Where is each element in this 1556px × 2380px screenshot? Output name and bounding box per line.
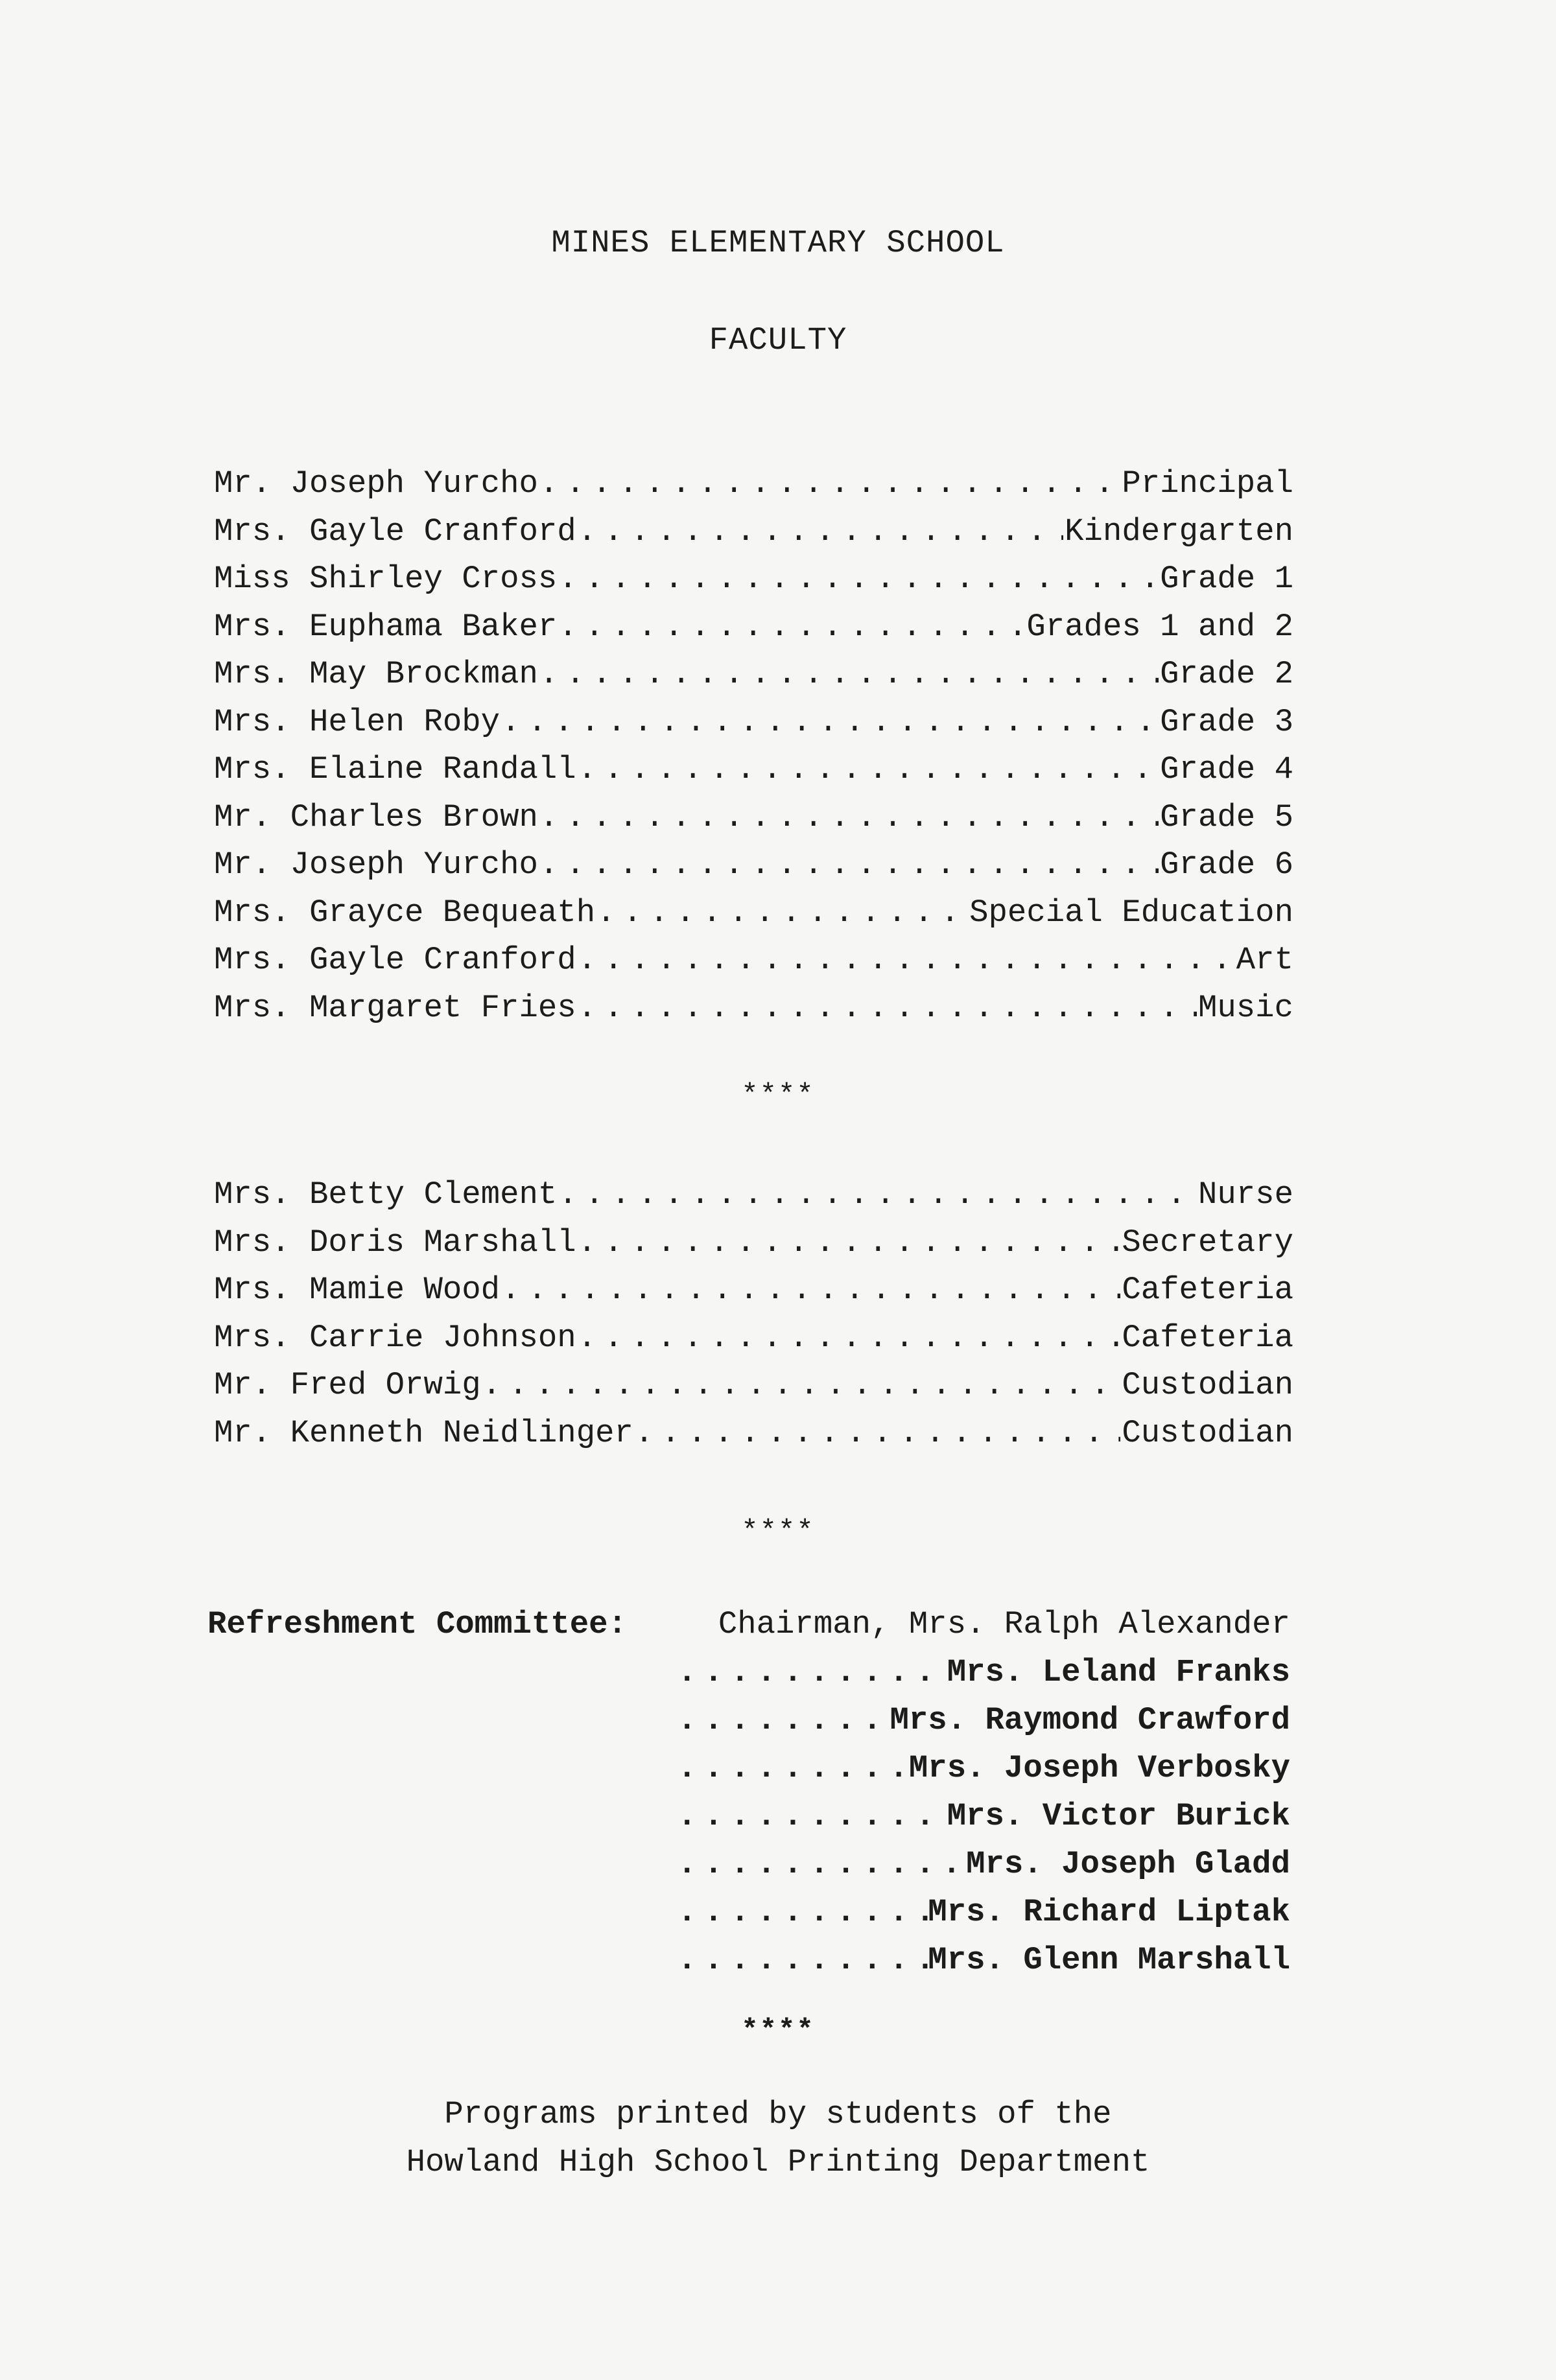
- printing-credits: [0, 2090, 1556, 2186]
- committee-label: Refreshment Committee:: [207, 1606, 627, 1642]
- faculty-name: Mr. Joseph Yurcho: [214, 846, 538, 883]
- staff-name: Mrs. Doris Marshall: [214, 1224, 576, 1261]
- member-name: Mrs. Richard Liptak: [928, 1894, 1290, 1930]
- staff-role: Secretary: [1122, 1224, 1293, 1261]
- refreshment-committee: [207, 1606, 1290, 1990]
- staff-role: Custodian: [1122, 1367, 1293, 1403]
- faculty-row: [214, 846, 1293, 894]
- staff-row: [214, 1272, 1293, 1320]
- member-name: Mrs. Raymond Crawford: [890, 1702, 1290, 1738]
- dot-leader: [596, 894, 968, 931]
- dot-leader: [482, 1367, 1121, 1403]
- dot-leader: [558, 609, 1025, 645]
- dot-leader: [678, 1798, 947, 1834]
- faculty-name: Mrs. Elaine Randall: [214, 751, 576, 788]
- faculty-row: [214, 656, 1293, 704]
- staff-name: Mrs. Mamie Wood: [214, 1272, 501, 1308]
- faculty-role: Special Education: [969, 894, 1293, 931]
- staff-name: Mrs. Carrie Johnson: [214, 1319, 576, 1356]
- dot-leader: [578, 942, 1235, 978]
- faculty-name: Mrs. Grayce Bequeath: [214, 894, 596, 931]
- dot-leader: [539, 465, 1120, 502]
- faculty-name: Mrs. May Brockman: [214, 656, 538, 692]
- faculty-row: [214, 751, 1293, 799]
- faculty-role: Grade 4: [1160, 751, 1293, 788]
- faculty-role: Grade 3: [1160, 703, 1293, 740]
- faculty-name: Mrs. Euphama Baker: [214, 608, 558, 645]
- faculty-row: [214, 799, 1293, 847]
- faculty-row: [214, 561, 1293, 609]
- staff-role: Cafeteria: [1122, 1319, 1293, 1356]
- dot-leader: [578, 1224, 1121, 1261]
- separator: ****: [741, 1079, 815, 1112]
- committee-member: [678, 1654, 1290, 1702]
- faculty-role: Grade 2: [1160, 656, 1293, 692]
- member-name: Mrs. Joseph Gladd: [966, 1846, 1290, 1882]
- dot-leader: [678, 1846, 966, 1882]
- staff-row: [214, 1367, 1293, 1415]
- dot-leader: [539, 846, 1159, 883]
- faculty-row: [214, 465, 1293, 513]
- credits-line: Programs printed by students of the: [444, 2096, 1112, 2132]
- dot-leader: [635, 1415, 1120, 1451]
- committee-member: [678, 1750, 1290, 1798]
- committee-member: [678, 1942, 1290, 1990]
- faculty-role: Grade 5: [1160, 799, 1293, 835]
- faculty-name: Mrs. Margaret Fries: [214, 989, 576, 1026]
- staff-list: [214, 1176, 1293, 1462]
- faculty-role: Grade 1: [1160, 561, 1293, 597]
- faculty-role: Kindergarten: [1065, 513, 1293, 550]
- dot-leader: [578, 751, 1159, 788]
- dot-leader: [678, 1702, 890, 1738]
- faculty-name: Mrs. Gayle Cranford: [214, 513, 576, 550]
- faculty-role: Principal: [1122, 465, 1293, 502]
- committee-member: [678, 1798, 1290, 1846]
- faculty-name: Mr. Joseph Yurcho: [214, 465, 538, 502]
- staff-name: Mr. Kenneth Neidlinger: [214, 1414, 633, 1451]
- faculty-row: [214, 990, 1293, 1038]
- committee-chair: Chairman, Mrs. Ralph Alexander: [718, 1606, 1290, 1642]
- faculty-name: Mrs. Gayle Cranford: [214, 942, 576, 978]
- faculty-row: [214, 513, 1293, 561]
- dot-leader: [678, 1654, 947, 1690]
- staff-row: [214, 1224, 1293, 1272]
- staff-row: [214, 1176, 1293, 1224]
- school-title: MINES ELEMENTARY SCHOOL: [551, 225, 1005, 261]
- staff-name: Mrs. Betty Clement: [214, 1176, 558, 1213]
- member-name: Mrs. Joseph Verbosky: [908, 1750, 1290, 1786]
- faculty-name: Mr. Charles Brown: [214, 799, 538, 835]
- faculty-role: Grade 6: [1160, 846, 1293, 883]
- dot-leader: [558, 561, 1159, 597]
- dot-leader: [539, 656, 1159, 692]
- dot-leader: [678, 1942, 928, 1978]
- member-name: Mrs. Victor Burick: [947, 1798, 1290, 1834]
- faculty-role: Music: [1197, 989, 1293, 1026]
- committee-member: [678, 1702, 1290, 1750]
- separator: ****: [741, 1515, 815, 1548]
- faculty-role: Art: [1236, 942, 1293, 978]
- member-name: Mrs. Leland Franks: [947, 1654, 1290, 1690]
- faculty-row: [214, 609, 1293, 657]
- staff-row: [214, 1320, 1293, 1368]
- faculty-list: [214, 465, 1293, 1037]
- faculty-role: Grades 1 and 2: [1026, 608, 1293, 645]
- member-name: Mrs. Glenn Marshall: [928, 1942, 1290, 1978]
- faculty-row: [214, 704, 1293, 752]
- faculty-row: [214, 894, 1293, 942]
- credits-line: Howland High School Printing Department: [406, 2144, 1150, 2180]
- staff-row: [214, 1415, 1293, 1463]
- dot-leader: [678, 1894, 928, 1930]
- staff-name: Mr. Fred Orwig: [214, 1367, 481, 1403]
- separator: ****: [741, 2014, 815, 2047]
- dot-leader: [578, 1320, 1121, 1356]
- dot-leader: [558, 1176, 1197, 1213]
- committee-member: [678, 1846, 1290, 1894]
- dot-leader: [678, 1750, 909, 1786]
- committee-header: [207, 1606, 1290, 1654]
- faculty-row: [214, 942, 1293, 990]
- faculty-name: Mrs. Helen Roby: [214, 703, 501, 740]
- dot-leader: [578, 990, 1197, 1026]
- dot-leader: [501, 704, 1159, 740]
- committee-member: [678, 1894, 1290, 1942]
- dot-leader: [578, 513, 1063, 550]
- faculty-heading: FACULTY: [709, 322, 847, 358]
- dot-leader: [501, 1272, 1120, 1308]
- dot-leader: [539, 799, 1159, 835]
- staff-role: Cafeteria: [1122, 1272, 1293, 1308]
- staff-role: Custodian: [1122, 1414, 1293, 1451]
- faculty-name: Miss Shirley Cross: [214, 561, 558, 597]
- staff-role: Nurse: [1197, 1176, 1293, 1213]
